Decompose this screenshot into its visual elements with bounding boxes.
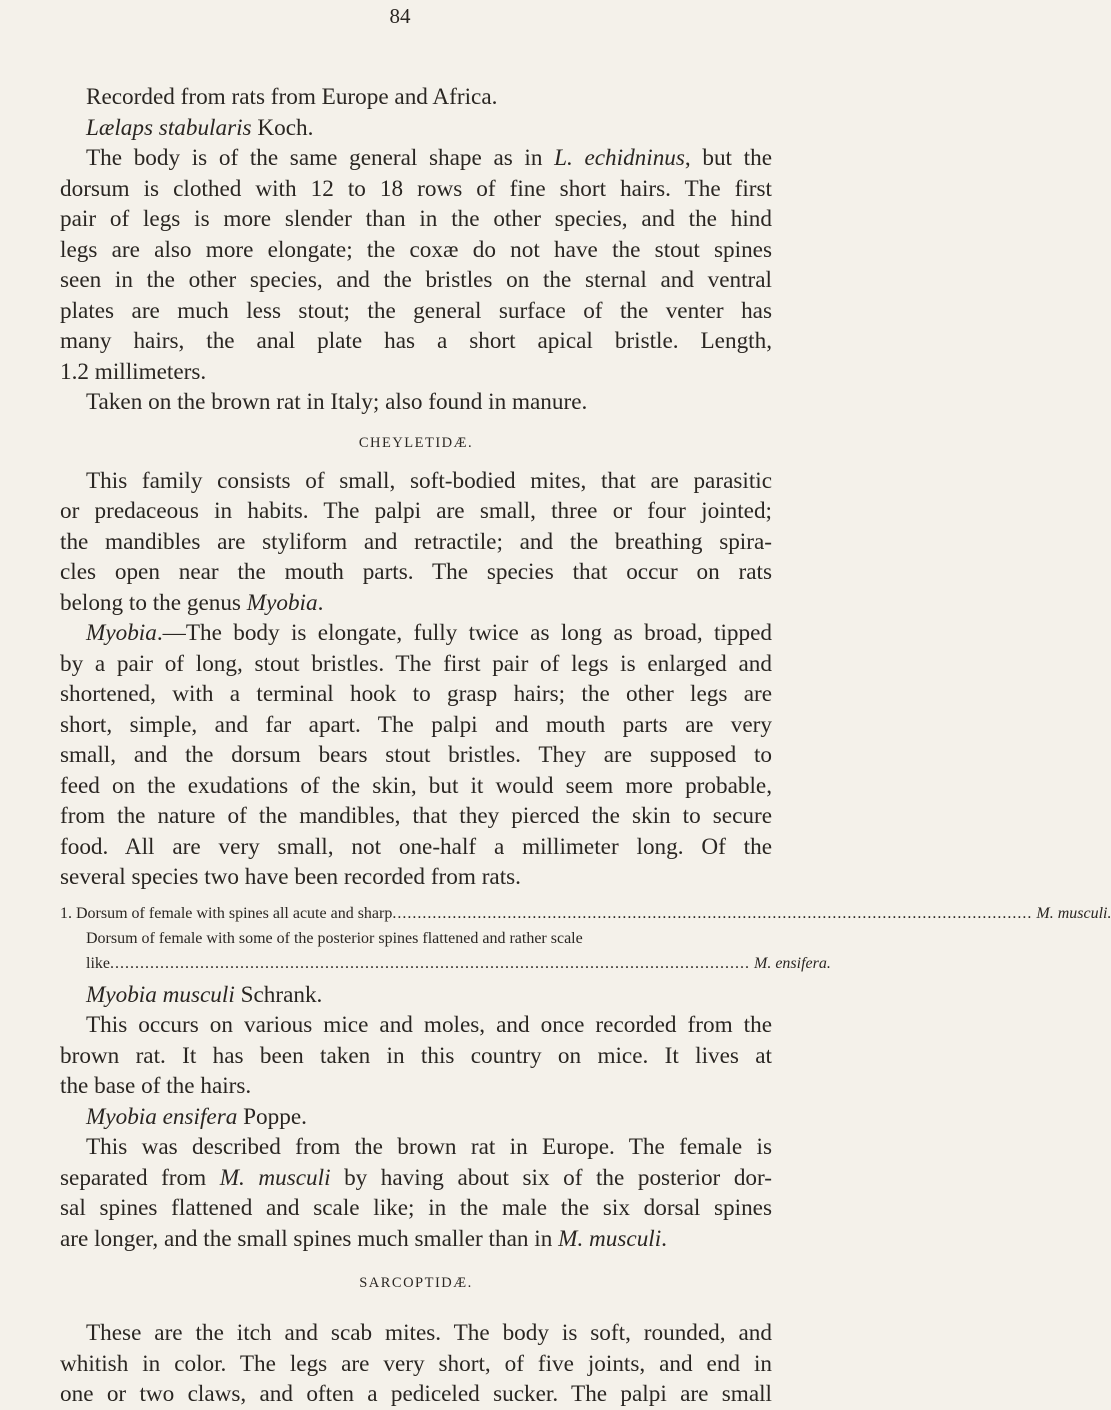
text-line: several species two have been recorded from rats. [60, 864, 521, 890]
text-line: sal spines flattened and scale like; in the male the six dorsal spines [60, 1195, 772, 1221]
text-line [60, 143, 772, 174]
text-line: These are the itch and scab mites. The body is soft, rounded, and [86, 1320, 772, 1346]
text-span: by having about six of the posterior dor- [330, 1164, 772, 1191]
text-line: from the nature of the mandibles, that they pierced the skin to secure [60, 803, 772, 829]
text-line: feed on the exudations of the skin, but it would seem more probable, [60, 772, 772, 799]
text-span: The body is of the same general shape as in [86, 145, 555, 171]
text-line: seen in the other species, and the bristles on the sternal and ventral [60, 267, 772, 293]
key-entry-2b [60, 951, 831, 976]
text-line [60, 618, 772, 649]
text-line: food. All are very small, not one-half a millimeter long. Of the [60, 833, 772, 860]
text-span: belong to the genus [60, 589, 247, 616]
species-heading [60, 980, 772, 1011]
key-text: 1. Dorsum of female with spines all acute and sharp [60, 904, 393, 922]
text-span: . [661, 1225, 667, 1252]
key-result: M. musculi. [1036, 904, 1111, 922]
page-number: 84 [389, 4, 411, 28]
text-line: many hairs, the anal plate has a short apical bristle. Length, [60, 328, 772, 354]
text-line: This occurs on various mice and moles, and once recorded from the [86, 1012, 772, 1038]
text-line: one or two claws, and often a pediceled sucker. The palpi are small [60, 1381, 772, 1407]
key-entry-1 [60, 901, 1111, 926]
text-line [60, 1224, 772, 1255]
text-line: pair of legs is more slender than in the other species, and the hind [60, 206, 772, 232]
text-line: dorsum is clothed with 12 to 18 rows of fine short hairs. The first [60, 175, 772, 202]
text-line: cles open near the mouth parts. The species that occur on rats [60, 559, 772, 585]
species-author: Koch. [251, 114, 314, 141]
text-span: .—The body is elongate, fully twice as long as broad, tipped [156, 620, 772, 646]
text-line: This was described from the brown rat in Europe. The female is [86, 1134, 772, 1160]
text-line: the mandibles are styliform and retractile; and the breathing spira- [60, 528, 772, 555]
text-line: by a pair of long, stout bristles. The first pair of legs is enlarged and [60, 650, 772, 677]
text-line: whitish in color. The legs are very short, of five joints, and end in [60, 1350, 772, 1377]
key-text: like [86, 954, 110, 972]
text-line: brown rat. It has been taken in this country on mice. It lives at [60, 1042, 772, 1069]
text-line: shortened, with a terminal hook to grasp hairs; the other legs are [60, 681, 772, 707]
species-author: Poppe. [237, 1103, 307, 1130]
text-span: separated from [60, 1164, 220, 1191]
key-entry-2a [60, 926, 772, 951]
text-line: short, simple, and far apart. The palpi and mouth parts are very [60, 711, 772, 738]
text-line [60, 1163, 772, 1194]
section-heading-sarcoptidae: SARCOPTIDÆ. [359, 1275, 473, 1291]
species-name: Myobia musculi [86, 981, 235, 1008]
species-heading [60, 113, 772, 144]
leader-dots: ................................................................................................................................ [110, 954, 750, 972]
genus-ref: Myobia [246, 589, 318, 616]
text-line: plates are much less stout; the general surface of the venter has [60, 297, 772, 324]
text-span: , but the [684, 145, 772, 171]
text-line: This family consists of small, soft-bodied mites, that are parasitic [86, 467, 772, 494]
text-line: the base of the hairs. [60, 1073, 252, 1099]
species-author: Schrank. [234, 981, 323, 1008]
section-heading-cheyletidae: CHEYLETIDÆ. [358, 434, 474, 451]
text-column [60, 82, 1111, 1410]
text-line: 1.2 millimeters. [60, 358, 207, 385]
text-span: . [317, 589, 324, 616]
species-ref: L. echidninus [554, 145, 685, 171]
genus-name: Myobia [86, 620, 157, 646]
text-line: small, and the dorsum bears stout bristles. They are supposed to [60, 742, 772, 768]
text-span: are longer, and the small spines much smaller than in [60, 1225, 559, 1252]
species-name: Lælaps stabularis [86, 114, 252, 141]
text-line [60, 588, 772, 619]
species-ref: M. musculi [219, 1164, 331, 1191]
key-result: M. ensifera. [754, 954, 831, 972]
species-ref: M. musculi [558, 1225, 662, 1252]
text-line: or predaceous in habits. The palpi are small, three or four jointed; [60, 498, 772, 524]
text-line: Taken on the brown rat in Italy; also found in manure. [86, 389, 588, 415]
species-heading [60, 1102, 772, 1133]
text-line: legs are also more elongate; the coxæ do not have the stout spines [60, 236, 772, 263]
leader-dots: ................................................................................................................................ [392, 904, 1033, 922]
key-text: Dorsum of female with some of the posterior spines flattened and rather scale [86, 929, 583, 947]
species-name: Myobia ensifera [86, 1103, 238, 1130]
text-line: Recorded from rats from Europe and Africa. [86, 84, 498, 110]
